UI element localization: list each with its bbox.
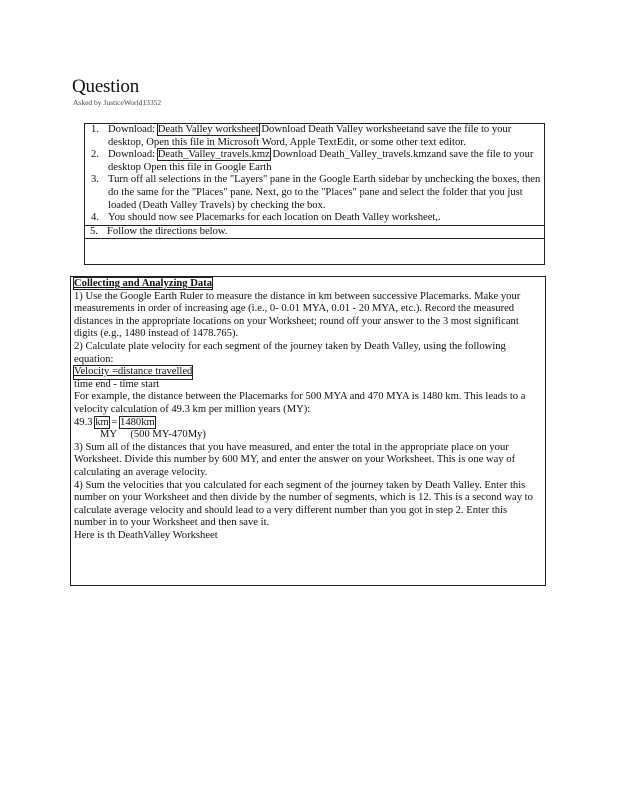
paragraph-4: 4) Sum the velocities that you calculated for each segment of the journey taken by Death Valley. Enter this number on your Worksheet and then divide by the number of segments, which is 12. This is a second way to calculate average velocity and should lead to a very different number than you got in step 2. Enter this number in to your Worksheet and then save it. [74, 479, 533, 529]
step-item: 4. You should now see Placemarks for each location on Death Valley worksheet,. [91, 212, 441, 224]
equation: 49.3 km = 1480km [74, 416, 155, 428]
paragraph-3: 3) Sum all of the distances that you have measured, and enter the total in the appropriate place on your Worksheet. Divide this number by 600 MY, and enter the answer on your Worksheet. This is one way of calculating an average velocity. [74, 441, 516, 478]
worksheet-link[interactable]: Death Valley worksheet [157, 124, 259, 135]
paragraph-2: 2) Calculate plate velocity for each segment of the journey taken by Death Valley, using the following equation: [74, 340, 506, 365]
steps-list [85, 124, 544, 239]
step-item: 1. Download: Death Valley worksheet Download Death Valley worksheetand save the file to your desktop, Open this file in Microsoft Word, Apple TextEdit, or some other text editor. [91, 124, 512, 148]
example-paragraph: For example, the distance between the Placemarks for 500 MYA and 470 MYA is 1480 km. This leads to a velocity calculation of 49.3 km per million years (MY): [74, 391, 526, 415]
step-item: 2. Download: Death_Valley_travels.kmz Download Death_Valley_travels.kmzand save the file to your desktop Open this file in Google Earth [91, 149, 534, 173]
time-line: time end - time start [74, 378, 160, 390]
steps-box [84, 123, 545, 265]
step-item: 5. Follow the directions below. [84, 225, 544, 240]
paragraph-1: 1) Use the Google Earth Ruler to measure the distance in km between successive Placemarks. Make your measurements in order of increasing age (i.e., 0- 0.01 MYA, 0.01 - 20 MYA, etc.). Record the measured distances in the appropriate locations on your Worksheet; round off your answer to the 3 most significant digits (e.g., 1480 instead of 1478.765). [74, 290, 521, 340]
instructions-box [70, 276, 546, 586]
worksheet-line: Here is th DeathValley Worksheet [74, 529, 218, 541]
velocity-equation-label: Velocity =distance travelled [74, 366, 193, 378]
kmz-link[interactable]: Death_Valley_travels.kmz [157, 149, 270, 161]
page-title: Question [72, 76, 140, 97]
asked-by[interactable]: Asked by JusticeWorld13352 [73, 98, 162, 107]
equation-denominator: MY (500 MY-470My) [100, 429, 206, 441]
section-heading: Collecting and Analyzing Data [74, 278, 213, 289]
step-item: 3. Turn off all selections in the "Layers" pane in the Google Earth sidebar by unchecking the boxes, then do the same for the "Places" pane. Next, go to the "Places" pane and select the folder that you just loaded (Death Valley Travels) by checking the box. [91, 174, 541, 211]
